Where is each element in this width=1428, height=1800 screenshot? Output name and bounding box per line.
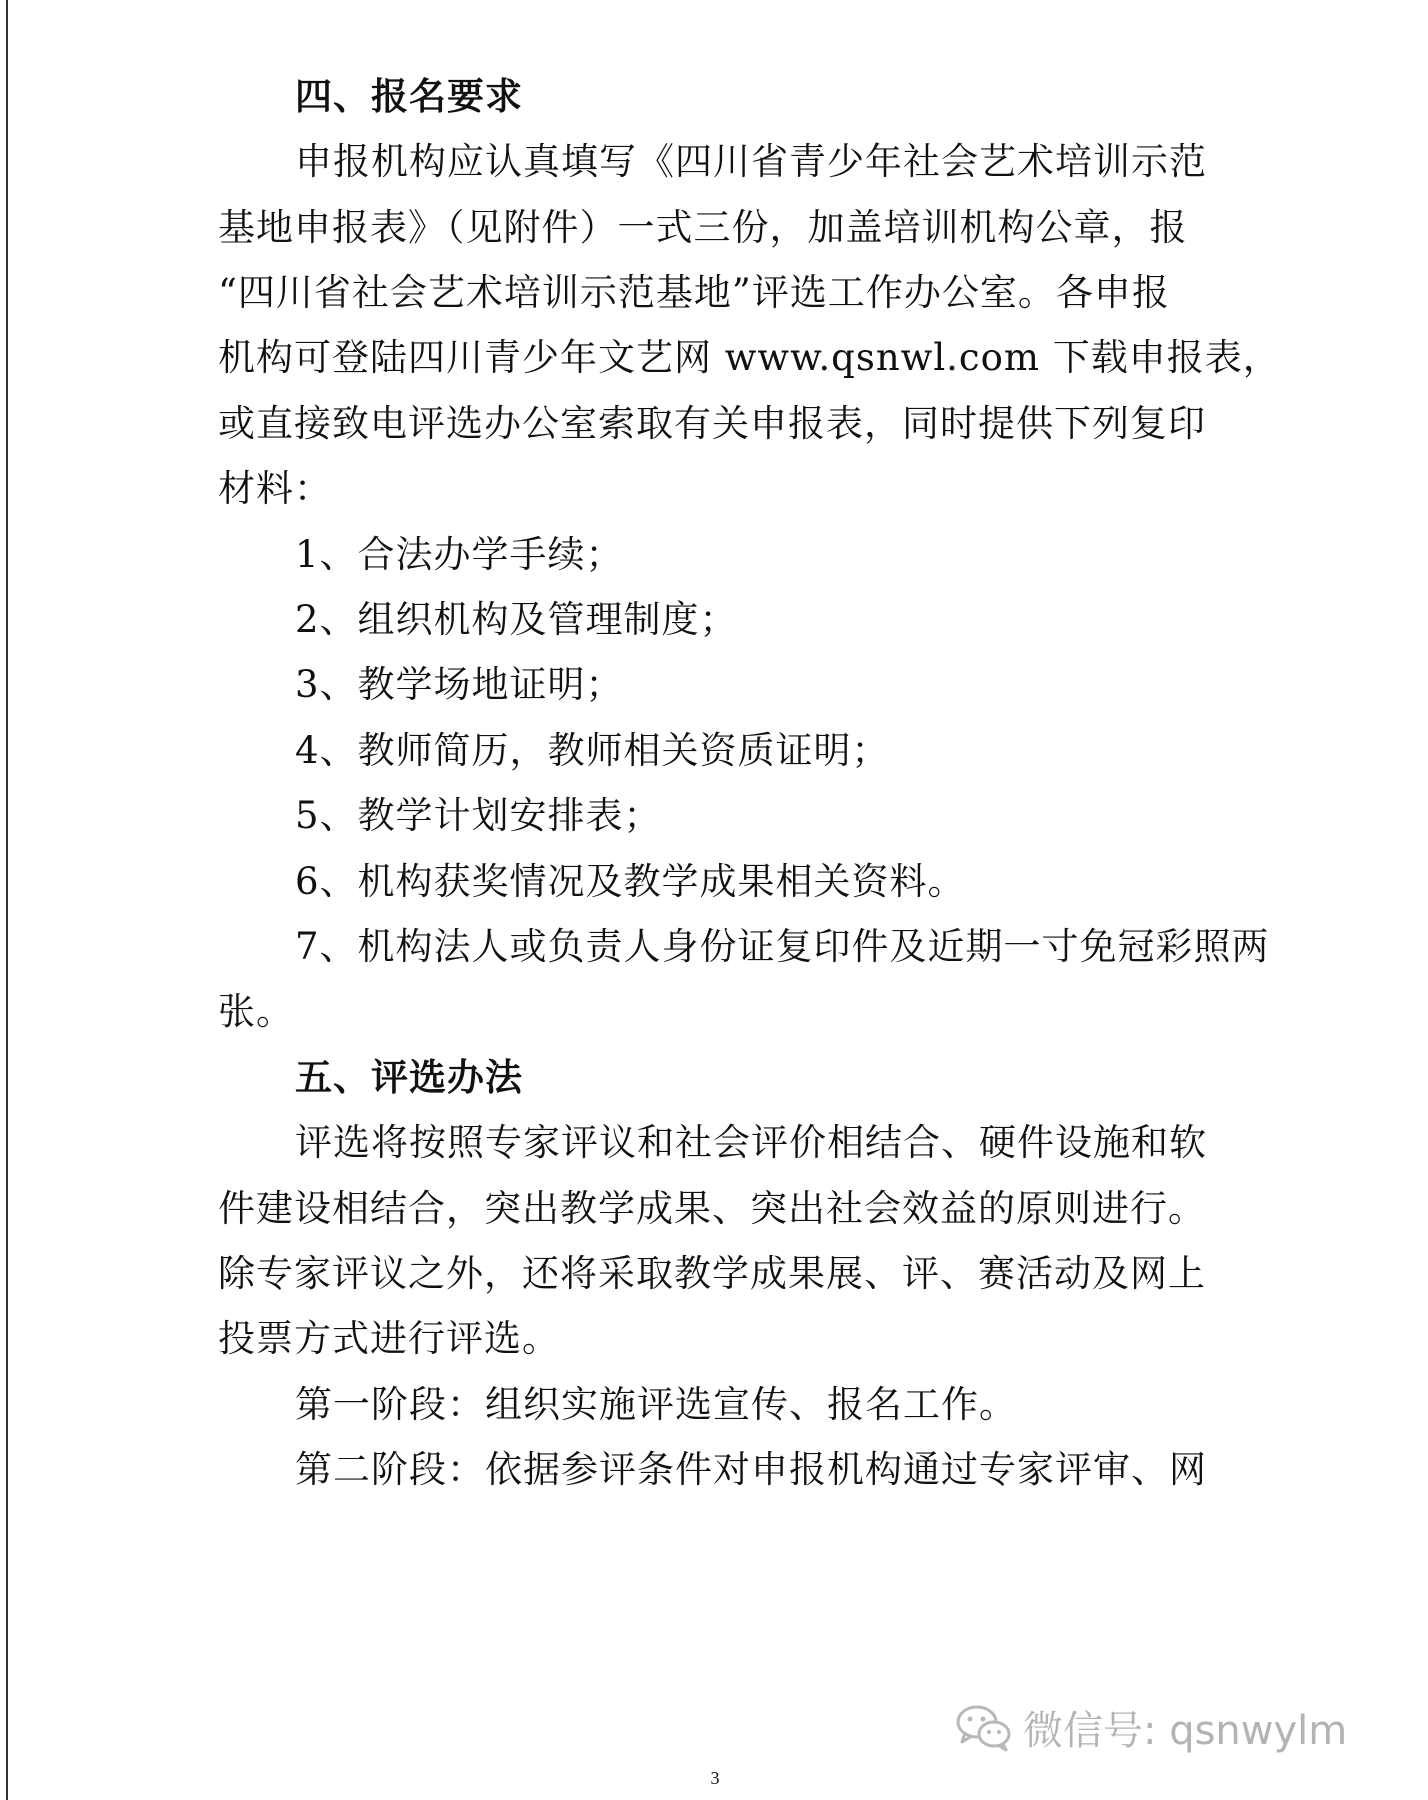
section4-heading: 四、报名要求 — [295, 75, 523, 118]
wechat-icon — [955, 1702, 1013, 1752]
material-item: 2、组织机构及管理制度； — [295, 598, 738, 641]
section4-paragraph-line: 材料： — [218, 467, 332, 510]
section5-paragraph-line: 投票方式进行评选。 — [218, 1317, 560, 1360]
page-number: 3 — [710, 1768, 720, 1788]
section4-paragraph-line: 或直接致电评选办公室索取有关申报表，同时提供下列复印 — [218, 402, 1206, 445]
page-border — [6, 0, 8, 1800]
material-item: 6、机构获奖情况及教学成果相关资料。 — [295, 860, 966, 903]
material-item: 4、教师简历，教师相关资质证明； — [295, 729, 890, 772]
section4-paragraph-line: 申报机构应认真填写《四川省青少年社会艺术培训示范 — [295, 140, 1207, 183]
section4-paragraph-line: 基地申报表》（见附件）一式三份，加盖培训机构公章，报 — [218, 206, 1188, 249]
section5-paragraph-line: 评选将按照专家评议和社会评价相结合、硬件设施和软 — [295, 1121, 1207, 1164]
material-item: 3、教学场地证明； — [295, 663, 624, 706]
stage-2-line: 第二阶段：依据参评条件对申报机构通过专家评审、网 — [295, 1448, 1207, 1491]
section4-paragraph-line: 机构可登陆四川青少年文艺网 www.qsnwl.com 下载申报表， — [218, 336, 1281, 379]
section4-paragraph-line: “四川省社会艺术培训示范基地”评选工作办公室。各申报 — [218, 271, 1170, 314]
section5-heading: 五、评选办法 — [295, 1056, 523, 1099]
watermark-text: 微信号: qsnwylm — [1023, 1707, 1348, 1754]
material-item-7-line: 7、机构法人或负责人身份证复印件及近期一寸免冠彩照两 — [295, 925, 1270, 968]
material-item-7-line: 张。 — [218, 990, 294, 1033]
section5-paragraph-line: 件建设相结合，突出教学成果、突出社会效益的原则进行。 — [218, 1187, 1206, 1230]
material-item: 1、合法办学手续； — [295, 533, 624, 576]
wechat-watermark — [955, 1700, 1347, 1754]
material-item: 5、教学计划安排表； — [295, 794, 662, 837]
section5-paragraph-line: 除专家评议之外，还将采取教学成果展、评、赛活动及网上 — [218, 1252, 1206, 1295]
stage-1-line: 第一阶段：组织实施评选宣传、报名工作。 — [295, 1383, 1017, 1426]
